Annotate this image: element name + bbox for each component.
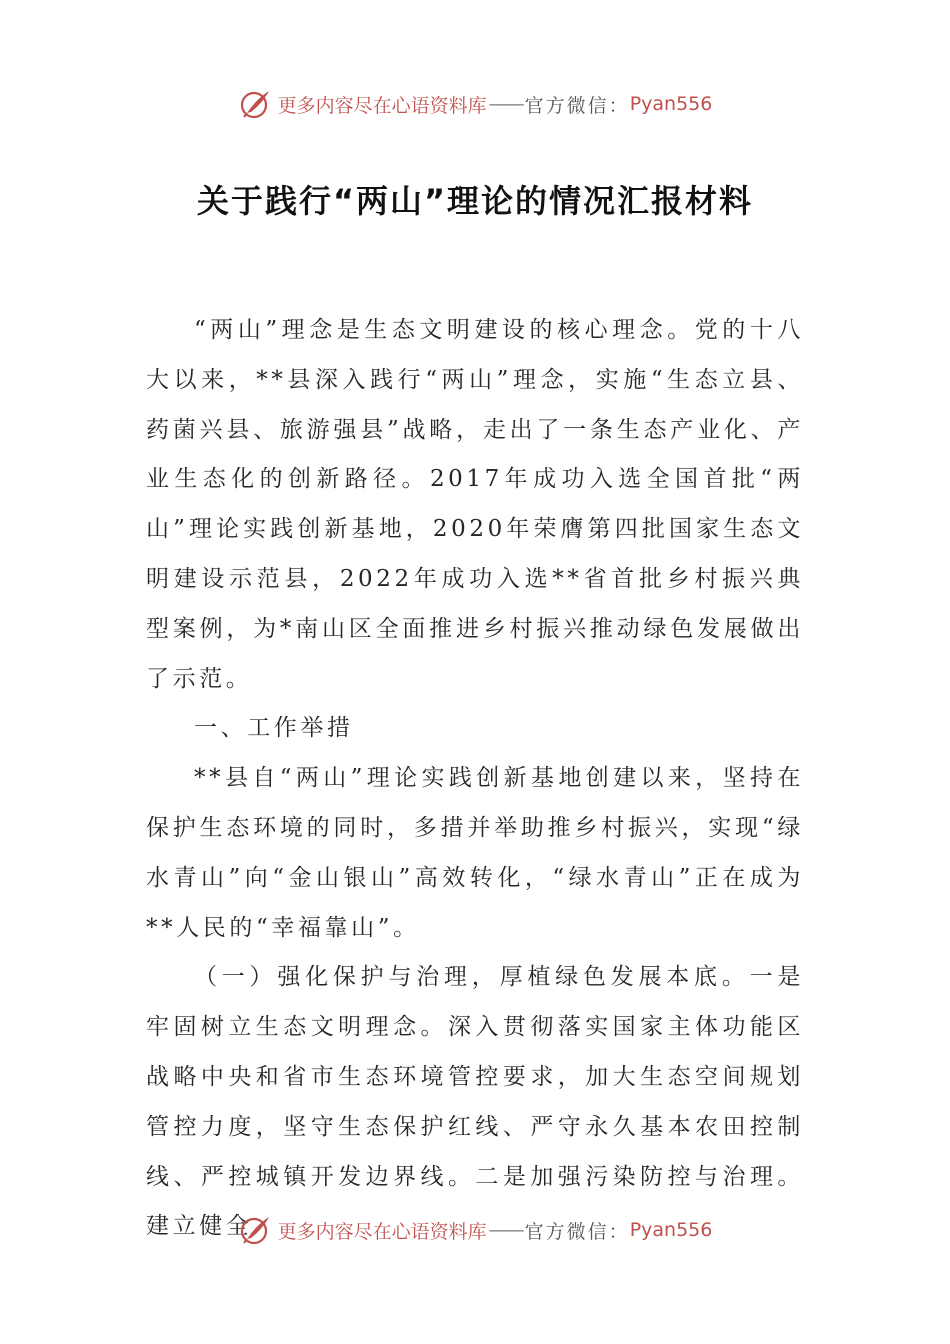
watermark-dash: —— <box>488 1219 523 1241</box>
section-heading-measures: 一、工作举措 <box>194 715 354 742</box>
watermark-footer <box>0 1210 950 1250</box>
quill-logo-icon <box>238 86 274 122</box>
quill-logo-icon <box>238 1212 274 1248</box>
watermark-library-text: 更多内容尽在心语资料库 <box>277 94 487 117</box>
paragraph-measures-summary: **县自“两山”理论实践创新基地创建以来，坚持在保护生态环境的同时，多措并举助推乡村振兴，实现“绿水青山”向“金山银山”高效转化，“绿水青山”正在成为**人民的“幸福靠山”。 <box>146 765 804 941</box>
watermark-library-text: 更多内容尽在心语资料库 <box>277 1220 487 1243</box>
watermark-official-text: 官方微信： <box>524 1220 630 1243</box>
document-title: 关于践行“两山”理论的情况汇报材料 <box>196 182 754 220</box>
watermark-wechat-id: Pyan556 <box>629 1219 713 1241</box>
paragraph-protection: （一）强化保护与治理，厚植绿色发展本底。一是牢固树立生态文明理念。深入贯彻落实国家主体功能区战略中央和省市生态环境管控要求，加大生态空间规划管控力度，坚守生态保护红线、严守永久基本农田控制线、严控城镇开发边界线。二是加强污染防控与治理。建立健全 <box>146 964 804 1240</box>
watermark-dash: —— <box>488 93 523 115</box>
paragraph-intro: “两山”理念是生态文明建设的核心理念。党的十八大以来，**县深入践行“两山”理念，实施“生态立县、药菌兴县、旅游强县”战略，走出了一条生态产业化、产业生态化的创新路径。2017年成功入选全国首批“两山”理论实践创新基地，2020年荣膺第四批国家生态文明建设示范县，2022年成功入选**省首批乡村振兴典型案例，为*南山区全面推进乡村振兴推动绿色发展做出了示范。 <box>146 317 804 692</box>
watermark-official-text: 官方微信： <box>524 94 630 117</box>
watermark-wechat-id: Pyan556 <box>629 93 713 115</box>
watermark-header <box>0 84 950 124</box>
document-body <box>146 306 804 1252</box>
